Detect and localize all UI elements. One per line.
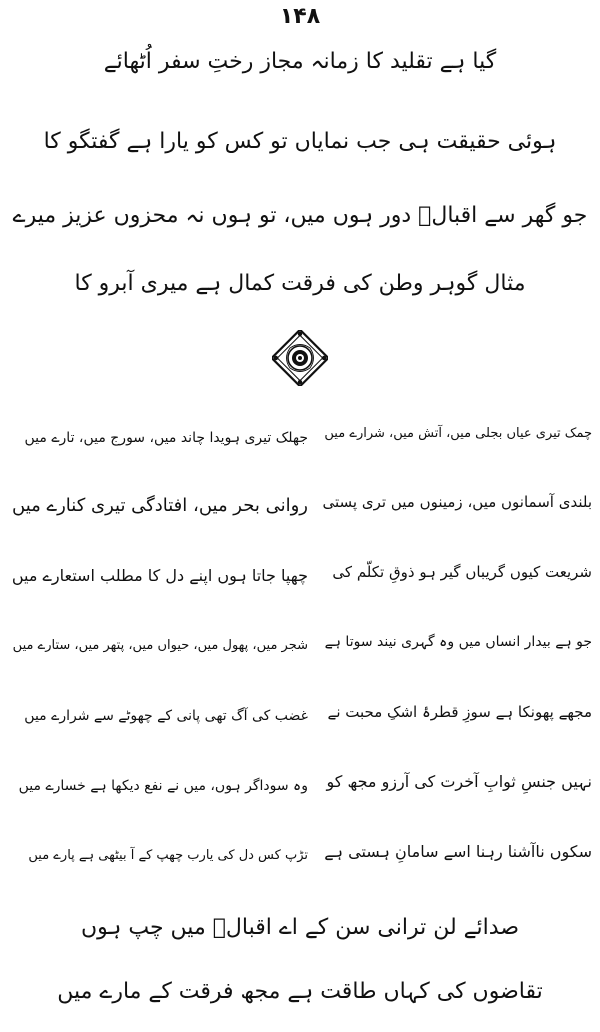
opening-line-3: جو گھر سے اقبالؔ دور ہوں میں، تو ہوں نہ محزوں عزیز میرے	[12, 203, 588, 228]
opening-line-2: ہوئی حقیقت ہی جب نمایاں تو کس کو یارا ہے گفتگو کا	[43, 129, 557, 154]
couplet-7-first: سکوں ناآشنا رہنا اسے سامانِ ہستی ہے	[324, 842, 592, 861]
couplet-2-second: روانی بحر میں، افتادگی تیری کنارے میں	[12, 495, 308, 516]
couplet-4-first: جو ہے بیدار انساں میں وہ گہری نیند سوتا ہے	[324, 634, 592, 650]
closing-line-1: صدائے لن ترانی سن کے اے اقبالؔ میں چپ ہوں	[80, 915, 520, 940]
couplet-3-first: شریعت کیوں گریباں گیر ہو ذوقِ تکلّم کی	[332, 563, 592, 581]
couplet-1-first: چمک تیری عیاں بجلی میں، آتش میں، شرارے میں	[324, 426, 592, 441]
closing-line-2: تقاضوں کی کہاں طاقت ہے مجھ فرقت کے مارے میں	[57, 979, 543, 1004]
couplet-6-first: نہیں جنسِ ثوابِ آخرت کی آرزو مجھ کو	[326, 772, 592, 791]
couplet-4-second: شجر میں، پھول میں، حیواں میں، پتھر میں، ستارے میں	[12, 638, 308, 653]
opening-line-1: گیا ہے تقلید کا زمانہ مجاز رختِ سفر اُٹھائے	[103, 49, 497, 74]
couplet-3-second: چھپا جاتا ہوں اپنے دل کا مطلب استعارے میں	[11, 566, 308, 585]
couplet-1-second: جھلک تیری ہویدا چاند میں، سورج میں، تارے میں	[24, 430, 308, 446]
couplet-5-second: غضب کی آگ تھی پانی کے چھوٹے سے شرارے میں	[24, 708, 308, 724]
couplet-7-second: تڑپ کس دل کی یارب چھپ کے آ بیٹھی ہے پارے میں	[28, 848, 308, 863]
couplet-6-second: وہ سوداگر ہوں، میں نے نفع دیکھا ہے خسارے میں	[18, 778, 308, 794]
floral-ornament-icon	[272, 330, 328, 386]
couplet-2-first: بلندی آسمانوں میں، زمینوں میں تری پستی	[322, 493, 592, 511]
page-number: ۱۴۸	[279, 4, 321, 29]
opening-line-4: مثال گوہر وطن کی فرقت کمال ہے میری آبرو کا	[74, 271, 526, 296]
couplet-5-first: مجھے پھونکا ہے سوزِ قطرۂ اشکِ محبت نے	[327, 703, 592, 721]
